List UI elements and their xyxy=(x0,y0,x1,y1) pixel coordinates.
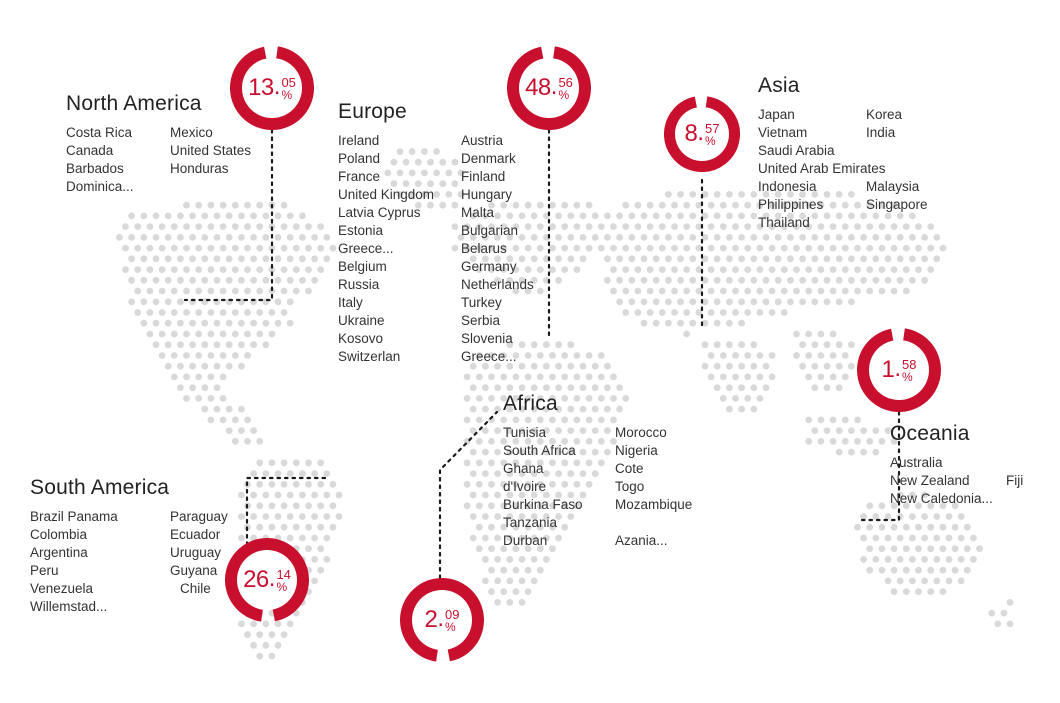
country-item: Burkina Faso xyxy=(503,497,583,512)
country-item: Canada xyxy=(66,143,114,158)
country-item: Dominica... xyxy=(66,179,134,194)
country-item: Malta xyxy=(461,205,495,220)
country-item: Mexico xyxy=(170,125,213,140)
country-item: Morocco xyxy=(615,425,667,440)
percent-sign: % xyxy=(558,87,570,102)
value-decimals: 14 xyxy=(276,566,291,582)
country-column xyxy=(170,124,251,196)
value-integer: 1 xyxy=(881,355,895,383)
country-item: Argentina xyxy=(30,545,88,560)
country-item: Paraguay xyxy=(170,509,228,524)
region-oceania xyxy=(890,422,1023,508)
region-title-africa: Africa xyxy=(503,392,558,415)
country-item: Peru xyxy=(30,563,59,578)
value-decimals: 56 xyxy=(558,74,573,90)
country-item: Latvia Cyprus xyxy=(338,205,421,220)
country-item: France xyxy=(338,169,381,184)
country-item: Australia xyxy=(890,455,943,470)
country-item: Japan xyxy=(758,107,795,122)
country-item: Serbia xyxy=(461,313,501,328)
value-text xyxy=(881,354,917,384)
value-decimal-point: . xyxy=(894,354,902,382)
country-item: Malaysia xyxy=(866,179,920,194)
value-integer: 26 xyxy=(243,565,269,593)
value-integer: 2 xyxy=(424,605,438,633)
country-item: Uruguay xyxy=(170,545,222,560)
country-item: Vietnam xyxy=(758,125,808,140)
country-item: Singapore xyxy=(866,197,928,212)
country-item: Chile xyxy=(180,581,211,596)
value-marker-africa[interactable] xyxy=(400,578,484,662)
country-item: Nigeria xyxy=(615,443,658,458)
country-item: Turkey xyxy=(461,295,502,310)
value-marker-south-america[interactable] xyxy=(225,538,309,622)
value-decimals: 09 xyxy=(445,606,460,622)
country-item: Guyana xyxy=(170,563,218,578)
value-text xyxy=(248,72,296,102)
percent-sign: % xyxy=(281,87,293,102)
country-item: Cote xyxy=(615,461,644,476)
value-marker-north-america[interactable] xyxy=(230,46,314,130)
country-item: d'Ivoire xyxy=(503,479,547,494)
region-title-oceania: Oceania xyxy=(890,422,970,445)
country-column xyxy=(1006,454,1023,508)
country-item: Austria xyxy=(461,133,504,148)
value-bubble xyxy=(675,107,729,161)
country-item: India xyxy=(866,125,896,140)
country-column xyxy=(30,508,164,616)
country-item: Poland xyxy=(338,151,381,166)
country-item: Switzerlan xyxy=(338,349,401,364)
value-marker-asia[interactable] xyxy=(664,96,740,172)
country-item: Estonia xyxy=(338,223,384,238)
region-title-asia: Asia xyxy=(758,74,800,97)
country-column xyxy=(170,508,228,616)
value-decimals: 57 xyxy=(705,120,720,136)
country-column xyxy=(66,124,170,196)
country-column xyxy=(503,424,615,550)
value-text xyxy=(525,72,573,102)
value-text xyxy=(684,118,720,148)
country-item: Bulgarian xyxy=(461,223,519,238)
country-item: Honduras xyxy=(170,161,229,176)
country-item: Brazil Panama xyxy=(30,509,118,524)
country-item: Ireland xyxy=(338,133,380,148)
value-text xyxy=(243,564,291,594)
country-item: Netherlands xyxy=(461,277,534,292)
region-europe xyxy=(338,100,534,366)
value-decimals: 58 xyxy=(902,356,917,372)
value-superscript xyxy=(902,356,917,384)
country-column xyxy=(866,106,928,232)
country-item: Korea xyxy=(866,107,903,122)
country-column xyxy=(461,132,534,366)
country-item: Kosovo xyxy=(338,331,384,346)
country-item: United Kingdom xyxy=(338,187,435,202)
country-item: Ghana xyxy=(503,461,544,476)
country-item: Ukraine xyxy=(338,313,385,328)
country-item xyxy=(1006,454,1023,472)
value-superscript xyxy=(705,120,720,148)
value-marker-europe[interactable] xyxy=(507,46,591,130)
country-item xyxy=(615,514,692,532)
value-bubble xyxy=(519,58,579,118)
region-africa xyxy=(503,392,692,550)
value-integer: 48 xyxy=(525,73,551,101)
value-superscript xyxy=(558,74,573,102)
country-item: Denmark xyxy=(461,151,516,166)
value-decimal-point: . xyxy=(550,72,558,100)
country-item: Ecuador xyxy=(170,527,221,542)
country-item: Indonesia xyxy=(758,179,817,194)
value-integer: 8 xyxy=(684,119,698,147)
value-bubble xyxy=(237,550,297,610)
region-north-america xyxy=(66,92,251,196)
country-item: Barbados xyxy=(66,161,124,176)
country-item: Venezuela xyxy=(30,581,94,596)
value-decimal-point: . xyxy=(697,118,705,146)
value-bubble xyxy=(412,590,472,650)
country-item: Belarus xyxy=(461,241,507,256)
value-decimals: 05 xyxy=(281,74,296,90)
country-item: Russia xyxy=(338,277,380,292)
country-item: Tunisia xyxy=(503,425,547,440)
value-superscript xyxy=(445,606,460,634)
country-item: South Africa xyxy=(503,443,576,458)
region-title-europe: Europe xyxy=(338,100,407,123)
region-south-america xyxy=(30,476,228,616)
country-item: Fiji xyxy=(1006,473,1024,488)
country-item: United Arab Emirates xyxy=(758,161,886,176)
percent-sign: % xyxy=(902,369,913,384)
country-item: Greece... xyxy=(461,349,517,364)
country-item: Belgium xyxy=(338,259,387,274)
region-title-north-america: North America xyxy=(66,92,202,115)
percent-sign: % xyxy=(705,133,716,148)
value-decimal-point: . xyxy=(268,564,276,592)
country-item: Germany xyxy=(461,259,517,274)
value-bubble xyxy=(242,58,302,118)
country-item: Italy xyxy=(338,295,363,310)
value-decimal-point: . xyxy=(273,72,281,100)
country-column xyxy=(615,424,692,550)
country-item: Tanzania xyxy=(503,515,558,530)
country-item: Philippines xyxy=(758,197,824,212)
country-item: Durban xyxy=(503,533,548,548)
country-column xyxy=(338,132,461,366)
country-item: New Zealand xyxy=(890,473,970,488)
value-superscript xyxy=(276,566,291,594)
region-asia xyxy=(758,74,928,232)
country-item: Willemstad... xyxy=(30,599,108,614)
value-text xyxy=(424,604,460,634)
country-item: Greece... xyxy=(338,241,394,256)
country-item xyxy=(866,160,928,178)
country-item: Mozambique xyxy=(615,497,693,512)
country-item: Hungary xyxy=(461,187,513,202)
country-item: Finland xyxy=(461,169,506,184)
percent-sign: % xyxy=(276,579,288,594)
country-item: United States xyxy=(170,143,252,158)
value-bubble xyxy=(869,340,929,400)
percent-sign: % xyxy=(445,619,456,634)
country-item: Costa Rica xyxy=(66,125,133,140)
value-decimal-point: . xyxy=(437,604,445,632)
value-integer: 13 xyxy=(248,73,274,101)
country-item: Thailand xyxy=(758,215,810,230)
country-item: Slovenia xyxy=(461,331,513,346)
country-item: Azania... xyxy=(615,533,668,548)
region-title-south-america: South America xyxy=(30,476,170,499)
country-column xyxy=(890,454,1006,508)
country-item xyxy=(866,142,928,160)
country-item: Saudi Arabia xyxy=(758,143,835,158)
country-item: Colombia xyxy=(30,527,88,542)
country-item: New Caledonia... xyxy=(890,491,993,506)
value-marker-oceania[interactable] xyxy=(857,328,941,412)
country-item: Togo xyxy=(615,479,645,494)
value-superscript xyxy=(281,74,296,102)
